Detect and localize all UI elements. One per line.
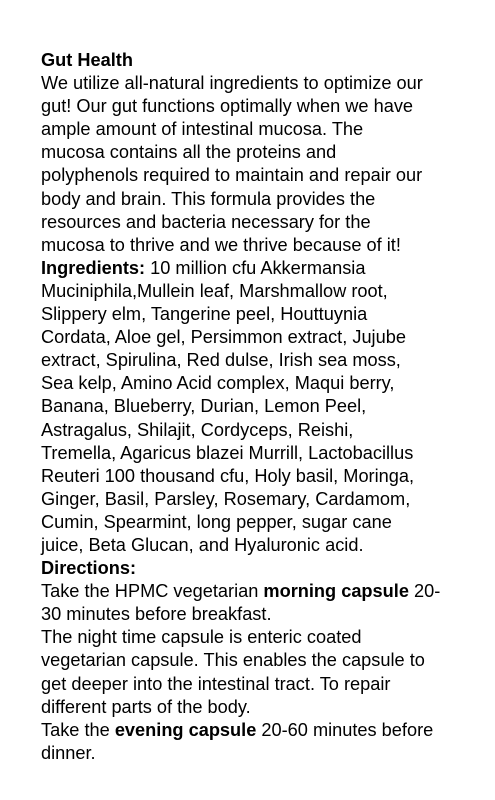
intro-line: gut! Our gut functions optimally when we have xyxy=(41,96,414,117)
ingredients-line: Tremella, Agaricus blazei Murrill, Lactobacillus xyxy=(41,442,414,463)
ingredients-label: Ingredients: xyxy=(41,257,146,278)
night-line: vegetarian capsule. This enables the capsule to xyxy=(41,650,425,671)
evening-prefix: Take the xyxy=(41,719,115,740)
intro-line: ample amount of intestinal mucosa. The xyxy=(41,119,364,140)
intro-line: body and brain. This formula provides the xyxy=(41,188,376,209)
ingredients-line: Cordata, Aloe gel, Persimmon extract, Jujube xyxy=(41,327,406,348)
intro-line: polyphenols required to maintain and repair our xyxy=(41,165,423,186)
ingredients-line: Sea kelp, Amino Acid complex, Maqui berry, xyxy=(41,373,395,394)
morning-capsule-emphasis: morning capsule xyxy=(263,581,409,602)
ingredients-section xyxy=(41,257,471,557)
directions-label: Directions: xyxy=(41,558,136,579)
night-line: different parts of the body. xyxy=(41,696,251,717)
directions-section xyxy=(41,557,471,765)
night-line: get deeper into the intestinal tract. To repair xyxy=(41,673,391,694)
night-line: The night time capsule is enteric coated xyxy=(41,627,362,648)
heading-gut-health: Gut Health xyxy=(41,50,133,70)
ingredients-text: 10 million cfu Akkermansia xyxy=(145,257,366,278)
ingredients-line: Astragalus, Shilajit, Cordyceps, Reishi, xyxy=(41,419,354,440)
ingredients-line: extract, Spirulina, Red dulse, Irish sea moss, xyxy=(41,350,401,371)
morning-suffix: 20- xyxy=(408,581,441,602)
evening-instruction-line2: dinner. xyxy=(41,742,96,763)
intro-paragraph xyxy=(41,72,471,257)
evening-capsule-emphasis: evening capsule xyxy=(114,719,257,740)
intro-line: resources and bacteria necessary for the xyxy=(41,211,371,232)
ingredients-line: Slippery elm, Tangerine peel, Houttuynia xyxy=(41,304,368,325)
intro-line: mucosa contains all the proteins and xyxy=(41,142,337,163)
evening-suffix: 20-60 minutes before xyxy=(256,719,434,740)
ingredients-line: juice, Beta Glucan, and Hyaluronic acid. xyxy=(41,534,364,555)
ingredients-line: Muciniphila,Mullein leaf, Marshmallow root, xyxy=(41,280,388,301)
intro-line: We utilize all-natural ingredients to optimize our xyxy=(41,73,423,94)
ingredients-line: Cumin, Spearmint, long pepper, sugar cane xyxy=(41,511,392,532)
ingredients-line: Banana, Blueberry, Durian, Lemon Peel, xyxy=(41,396,367,417)
ingredients-line: Reuteri 100 thousand cfu, Holy basil, Moringa, xyxy=(41,465,415,486)
morning-instruction-line2: 30 minutes before breakfast. xyxy=(41,604,272,625)
evening-instruction xyxy=(41,719,471,742)
ingredients-first-line xyxy=(41,257,471,280)
morning-prefix: Take the HPMC vegetarian xyxy=(41,581,264,602)
ingredients-line: Ginger, Basil, Parsley, Rosemary, Cardamom, xyxy=(41,488,411,509)
document-body xyxy=(41,49,471,765)
morning-instruction xyxy=(41,580,471,603)
intro-line: mucosa to thrive and we thrive because of it! xyxy=(41,234,401,255)
